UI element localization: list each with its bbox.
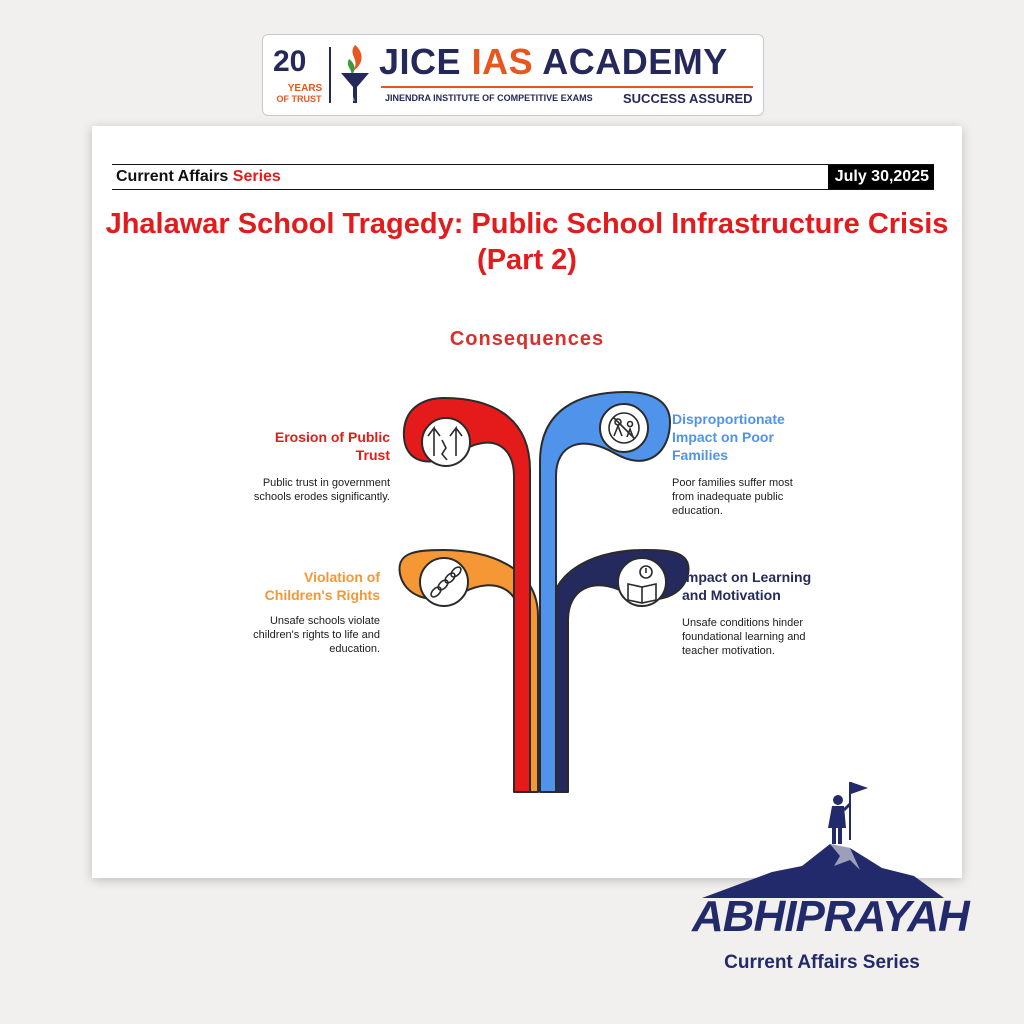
consequences-diagram xyxy=(92,126,962,878)
logo-name-academy: ACADEMY xyxy=(542,41,728,82)
academy-logo xyxy=(262,34,764,116)
series-label-main: Current Affairs xyxy=(116,168,229,185)
item-erosion-text: Public trust in government schools erodes significantly. xyxy=(253,477,390,503)
item-rights-text: Unsafe schools violate children's rights to life and education. xyxy=(253,615,380,655)
logo-name-jice: JICE xyxy=(379,41,462,82)
page-title: Jhalawar School Tragedy: Public School Infrastructure Crisis (Part 2) xyxy=(105,208,949,276)
series-label-accent: Series xyxy=(232,168,281,185)
logo-divider xyxy=(329,47,331,103)
brand-logo xyxy=(692,776,969,996)
item-erosion-title: Erosion of Public Trust xyxy=(274,429,390,463)
logo-years-number: 20 xyxy=(273,45,307,78)
circle-rights xyxy=(420,558,468,606)
item-poor-title: Disproportionate Impact on Poor Families xyxy=(672,411,785,463)
item-learning-text: Unsafe conditions hinder foundational learning and teacher motivation. xyxy=(682,617,806,657)
logo-tagline: SUCCESS ASSURED xyxy=(623,91,753,106)
date-badge: July 30,2025 xyxy=(828,165,934,189)
mountain-flag-icon xyxy=(692,776,952,906)
torch-icon xyxy=(335,41,375,109)
brand-subtitle: Current Affairs Series xyxy=(724,952,920,973)
item-learning-title: Impact on Learning and Motivation xyxy=(682,569,812,603)
item-poor-text: Poor families suffer most from inadequate public education. xyxy=(672,477,793,517)
logo-wordmark xyxy=(379,41,728,83)
content-card xyxy=(92,126,962,878)
logo-trust-text: OF TRUST xyxy=(276,94,322,104)
logo-name-ias: IAS xyxy=(471,41,534,82)
logo-years-text: YEARS xyxy=(287,83,323,94)
section-title: Consequences xyxy=(449,328,605,350)
item-rights-title: Violation of Children's Rights xyxy=(264,569,380,603)
logo-full-name: JINENDRA INSTITUTE OF COMPETITIVE EXAMS xyxy=(385,93,593,103)
logo-underline xyxy=(381,86,753,88)
brand-name: ABHIPRAYAH xyxy=(692,892,969,941)
